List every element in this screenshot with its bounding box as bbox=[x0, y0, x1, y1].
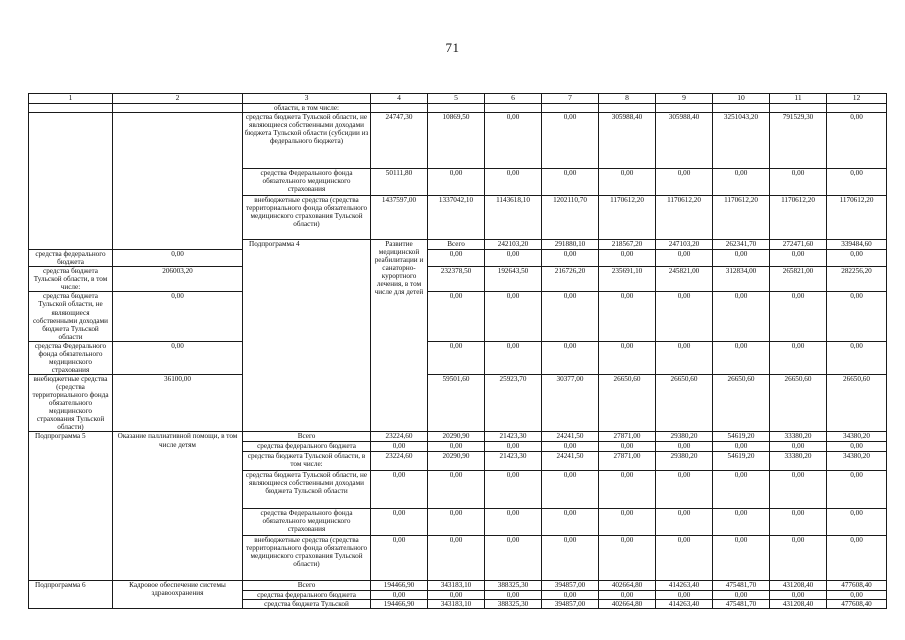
column-header-11: 11 bbox=[770, 94, 827, 104]
value-cell-col-6: 0,00 bbox=[485, 535, 542, 580]
value-cell-col-12: 34380,20 bbox=[827, 451, 887, 470]
funding-source-cell: внебюджетные средства (средства территориального фонда обязательного медицинского страхования Тульской области) bbox=[243, 196, 371, 240]
continuation-cell-1 bbox=[29, 104, 113, 113]
value-cell-col-8: 0,00 bbox=[599, 535, 656, 580]
value-cell-col-11: 0,00 bbox=[770, 169, 827, 196]
value-cell-col-4: 0,00 bbox=[113, 292, 243, 341]
value-cell-col-10: 475481,70 bbox=[713, 580, 770, 590]
value-cell-col-6: 0,00 bbox=[485, 169, 542, 196]
value-cell-col-5: 291880,10 bbox=[542, 240, 599, 250]
budget-table-sheet bbox=[28, 93, 886, 609]
value-cell-col-4: 0,00 bbox=[371, 442, 428, 451]
value-cell-col-8: 0,00 bbox=[599, 508, 656, 535]
value-cell-col-9: 0,00 bbox=[656, 250, 713, 267]
value-cell-col-4: 242103,20 bbox=[485, 240, 542, 250]
value-cell-col-12: 0,00 bbox=[827, 590, 887, 599]
value-cell-col-7: 24241,50 bbox=[542, 451, 599, 470]
value-cell-col-8: 262341,70 bbox=[713, 240, 770, 250]
value-cell-col-11: 0,00 bbox=[770, 470, 827, 508]
funding-source-cell: средства бюджета Тульской области, не являющиеся собственными доходами бюджета Тульской области (субсидии из федерального бюджета) bbox=[243, 113, 371, 169]
value-cell-col-4: 0,00 bbox=[371, 590, 428, 599]
value-cell-col-5: 20290,90 bbox=[428, 432, 485, 442]
value-cell-col-6: 0,00 bbox=[485, 442, 542, 451]
table-row bbox=[29, 580, 887, 590]
value-cell-col-5 bbox=[428, 104, 485, 113]
value-cell-col-7: 0,00 bbox=[542, 113, 599, 169]
funding-source-cell: области, в том числе: bbox=[243, 104, 371, 113]
value-cell-col-12: 26650,60 bbox=[827, 375, 887, 432]
value-cell-col-5: 0,00 bbox=[428, 169, 485, 196]
column-header-2: 2 bbox=[113, 94, 243, 104]
value-cell-col-4: 23224,60 bbox=[371, 451, 428, 470]
value-cell-col-9: 0,00 bbox=[656, 535, 713, 580]
value-cell-col-6: 0,00 bbox=[485, 508, 542, 535]
subprogram-name-cell: Кадровое обеспечение системы здравоохранения bbox=[113, 580, 243, 608]
value-cell-col-6: 192643,50 bbox=[485, 267, 542, 292]
value-cell-col-9: 0,00 bbox=[656, 470, 713, 508]
value-cell-col-11 bbox=[770, 104, 827, 113]
value-cell-col-9 bbox=[656, 104, 713, 113]
value-cell-col-4: 206003,20 bbox=[113, 267, 243, 292]
value-cell-col-5: 0,00 bbox=[428, 535, 485, 580]
value-cell-col-5: 0,00 bbox=[428, 292, 485, 341]
value-cell-col-4: 0,00 bbox=[113, 341, 243, 374]
value-cell-col-12: 0,00 bbox=[827, 442, 887, 451]
subprogram-name-cell bbox=[113, 113, 243, 250]
value-cell-col-4: 1437597,00 bbox=[371, 196, 428, 240]
value-cell-col-12: 1170612,20 bbox=[827, 196, 887, 240]
subprogram-cell: Подпрограмма 4 bbox=[243, 240, 371, 432]
value-cell-col-6: 21423,30 bbox=[485, 451, 542, 470]
value-cell-col-7: 1202110,70 bbox=[542, 196, 599, 240]
value-cell-col-10 bbox=[713, 104, 770, 113]
value-cell-col-6: 0,00 bbox=[485, 113, 542, 169]
value-cell-col-11: 0,00 bbox=[770, 535, 827, 580]
table-row bbox=[29, 375, 887, 432]
value-cell-col-9: 1170612,20 bbox=[656, 196, 713, 240]
funding-source-cell: средства Федерального фонда обязательного медицинского страхования bbox=[243, 508, 371, 535]
value-cell-col-6: 388325,30 bbox=[485, 599, 542, 608]
value-cell-col-8: 27871,00 bbox=[599, 451, 656, 470]
value-cell-col-5: 0,00 bbox=[428, 341, 485, 374]
value-cell-col-10: 339484,60 bbox=[827, 240, 887, 250]
funding-source-cell: средства федерального бюджета bbox=[29, 250, 113, 267]
value-cell-col-12: 477608,40 bbox=[827, 599, 887, 608]
value-cell-col-10: 475481,70 bbox=[713, 599, 770, 608]
value-cell-col-4: 0,00 bbox=[371, 535, 428, 580]
value-cell-col-10: 1170612,20 bbox=[713, 196, 770, 240]
value-cell-col-4: 0,00 bbox=[113, 250, 243, 267]
funding-source-cell: Всего bbox=[243, 580, 371, 590]
value-cell-col-8: 235691,10 bbox=[599, 267, 656, 292]
subprogram-cell bbox=[29, 113, 113, 250]
value-cell-col-10: 54619,20 bbox=[713, 451, 770, 470]
subprogram-name-cell: Оказание паллиативной помощи, в том числе детям bbox=[113, 432, 243, 580]
value-cell-col-8: 0,00 bbox=[599, 341, 656, 374]
value-cell-col-8: 402664,80 bbox=[599, 599, 656, 608]
funding-source-cell: средства федерального бюджета bbox=[243, 590, 371, 599]
value-cell-col-7: 0,00 bbox=[542, 341, 599, 374]
value-cell-col-10: 0,00 bbox=[713, 442, 770, 451]
value-cell-col-10: 26650,60 bbox=[713, 375, 770, 432]
funding-source-cell: внебюджетные средства (средства территориального фонда обязательного медицинского страхования Тульской области) bbox=[29, 375, 113, 432]
value-cell-col-8 bbox=[599, 104, 656, 113]
value-cell-col-12: 0,00 bbox=[827, 113, 887, 169]
value-cell-col-6: 0,00 bbox=[485, 250, 542, 267]
value-cell-col-8: 26650,60 bbox=[599, 375, 656, 432]
value-cell-col-4: 0,00 bbox=[371, 508, 428, 535]
value-cell-col-9: 0,00 bbox=[656, 442, 713, 451]
value-cell-col-7 bbox=[542, 104, 599, 113]
value-cell-col-6: 218567,20 bbox=[599, 240, 656, 250]
value-cell-col-8: 0,00 bbox=[599, 292, 656, 341]
value-cell-col-5: 0,00 bbox=[428, 508, 485, 535]
value-cell-col-4: 36100,00 bbox=[113, 375, 243, 432]
value-cell-col-11: 33380,20 bbox=[770, 432, 827, 442]
value-cell-col-6 bbox=[485, 104, 542, 113]
value-cell-col-7: 0,00 bbox=[542, 292, 599, 341]
funding-source-cell: Всего bbox=[428, 240, 485, 250]
value-cell-col-4: 0,00 bbox=[371, 470, 428, 508]
value-cell-col-12: 0,00 bbox=[827, 169, 887, 196]
table-row bbox=[29, 267, 887, 292]
table-row bbox=[29, 341, 887, 374]
value-cell-col-5: 10869,50 bbox=[428, 113, 485, 169]
column-header-7: 7 bbox=[542, 94, 599, 104]
value-cell-col-8: 0,00 bbox=[599, 250, 656, 267]
value-cell-col-9: 0,00 bbox=[656, 169, 713, 196]
value-cell-col-8: 0,00 bbox=[599, 169, 656, 196]
value-cell-col-7: 24241,50 bbox=[542, 432, 599, 442]
table-row bbox=[29, 104, 887, 113]
continuation-cell-2 bbox=[113, 104, 243, 113]
value-cell-col-9: 26650,60 bbox=[656, 375, 713, 432]
value-cell-col-7: 0,00 bbox=[542, 470, 599, 508]
value-cell-col-5: 0,00 bbox=[428, 250, 485, 267]
column-header-5: 5 bbox=[428, 94, 485, 104]
value-cell-col-7: 0,00 bbox=[542, 508, 599, 535]
value-cell-col-9: 245821,00 bbox=[656, 267, 713, 292]
value-cell-col-7: 247103,20 bbox=[656, 240, 713, 250]
value-cell-col-10: 0,00 bbox=[713, 470, 770, 508]
value-cell-col-12: 0,00 bbox=[827, 292, 887, 341]
value-cell-col-5: 232378,50 bbox=[428, 267, 485, 292]
value-cell-col-8: 1170612,20 bbox=[599, 196, 656, 240]
value-cell-col-12: 0,00 bbox=[827, 250, 887, 267]
subprogram-cell: Подпрограмма 5 bbox=[29, 432, 113, 580]
value-cell-col-10: 3251043,20 bbox=[713, 113, 770, 169]
value-cell-col-7: 0,00 bbox=[542, 442, 599, 451]
value-cell-col-9: 305988,40 bbox=[656, 113, 713, 169]
value-cell-col-4: 24747,30 bbox=[371, 113, 428, 169]
funding-source-cell: Всего bbox=[243, 432, 371, 442]
table-row bbox=[29, 432, 887, 442]
value-cell-col-8: 0,00 bbox=[599, 470, 656, 508]
column-header-3: 3 bbox=[243, 94, 371, 104]
value-cell-col-6: 0,00 bbox=[485, 341, 542, 374]
value-cell-col-9: 29380,20 bbox=[656, 451, 713, 470]
value-cell-col-10: 0,00 bbox=[713, 590, 770, 599]
table-row bbox=[29, 113, 887, 169]
value-cell-col-11: 0,00 bbox=[770, 590, 827, 599]
header-row bbox=[29, 94, 887, 104]
value-cell-col-7: 0,00 bbox=[542, 535, 599, 580]
funding-source-cell: средства федерального бюджета bbox=[243, 442, 371, 451]
subprogram-cell: Подпрограмма 6 bbox=[29, 580, 113, 608]
value-cell-col-11: 431208,40 bbox=[770, 599, 827, 608]
value-cell-col-9: 0,00 bbox=[656, 341, 713, 374]
value-cell-col-5: 59501,60 bbox=[428, 375, 485, 432]
value-cell-col-12: 0,00 bbox=[827, 508, 887, 535]
value-cell-col-10: 0,00 bbox=[713, 292, 770, 341]
value-cell-col-6: 21423,30 bbox=[485, 432, 542, 442]
column-header-10: 10 bbox=[713, 94, 770, 104]
value-cell-col-11: 0,00 bbox=[770, 341, 827, 374]
value-cell-col-9: 414263,40 bbox=[656, 580, 713, 590]
value-cell-col-6: 1143618,10 bbox=[485, 196, 542, 240]
value-cell-col-5: 0,00 bbox=[428, 590, 485, 599]
table-row bbox=[29, 292, 887, 341]
value-cell-col-6: 25923,70 bbox=[485, 375, 542, 432]
value-cell-col-11: 0,00 bbox=[770, 250, 827, 267]
funding-source-cell: средства бюджета Тульской области, не являющиеся собственными доходами бюджета Тульской области bbox=[243, 470, 371, 508]
value-cell-col-10: 0,00 bbox=[713, 250, 770, 267]
funding-source-cell: средства бюджета Тульской области, в том числе: bbox=[29, 267, 113, 292]
value-cell-col-11: 791529,30 bbox=[770, 113, 827, 169]
value-cell-col-10: 0,00 bbox=[713, 508, 770, 535]
value-cell-col-9: 0,00 bbox=[656, 292, 713, 341]
value-cell-col-11: 0,00 bbox=[770, 292, 827, 341]
table-row bbox=[29, 250, 887, 267]
value-cell-col-5: 20290,90 bbox=[428, 451, 485, 470]
value-cell-col-6: 0,00 bbox=[485, 292, 542, 341]
column-header-8: 8 bbox=[599, 94, 656, 104]
value-cell-col-11: 33380,20 bbox=[770, 451, 827, 470]
value-cell-col-7: 216726,20 bbox=[542, 267, 599, 292]
value-cell-col-7: 30377,00 bbox=[542, 375, 599, 432]
value-cell-col-10: 0,00 bbox=[713, 341, 770, 374]
value-cell-col-8: 0,00 bbox=[599, 590, 656, 599]
value-cell-col-12: 477608,40 bbox=[827, 580, 887, 590]
funding-source-cell: средства Федерального фонда обязательного медицинского страхования bbox=[243, 169, 371, 196]
value-cell-col-10: 312834,00 bbox=[713, 267, 770, 292]
value-cell-col-12: 0,00 bbox=[827, 470, 887, 508]
funding-source-cell: средства бюджета Тульской bbox=[243, 599, 371, 608]
column-header-4: 4 bbox=[371, 94, 428, 104]
value-cell-col-12: 0,00 bbox=[827, 535, 887, 580]
value-cell-col-8: 305988,40 bbox=[599, 113, 656, 169]
value-cell-col-9: 272471,60 bbox=[770, 240, 827, 250]
column-header-6: 6 bbox=[485, 94, 542, 104]
value-cell-col-8: 0,00 bbox=[599, 442, 656, 451]
value-cell-col-9: 414263,40 bbox=[656, 599, 713, 608]
value-cell-col-11: 26650,60 bbox=[770, 375, 827, 432]
value-cell-col-11: 0,00 bbox=[770, 442, 827, 451]
value-cell-col-8: 27871,00 bbox=[599, 432, 656, 442]
value-cell-col-6: 388325,30 bbox=[485, 580, 542, 590]
value-cell-col-10: 54619,20 bbox=[713, 432, 770, 442]
column-header-1: 1 bbox=[29, 94, 113, 104]
value-cell-col-11: 265821,00 bbox=[770, 267, 827, 292]
value-cell-col-6: 0,00 bbox=[485, 470, 542, 508]
subprogram-name-cell: Развитие медицинской реабилитации и санаторно-курортного лечения, в том числе для детей bbox=[371, 240, 428, 432]
funding-source-cell: средства бюджета Тульской области, не являющиеся собственными доходами бюджета Тульской области bbox=[29, 292, 113, 341]
value-cell-col-9: 29380,20 bbox=[656, 432, 713, 442]
value-cell-col-5: 0,00 bbox=[428, 442, 485, 451]
funding-source-cell: средства бюджета Тульской области, в том числе: bbox=[243, 451, 371, 470]
value-cell-col-4 bbox=[371, 104, 428, 113]
value-cell-col-12: 34380,20 bbox=[827, 432, 887, 442]
value-cell-col-8: 402664,80 bbox=[599, 580, 656, 590]
budget-table bbox=[28, 93, 887, 609]
value-cell-col-5: 343183,10 bbox=[428, 580, 485, 590]
value-cell-col-4: 23224,60 bbox=[371, 432, 428, 442]
value-cell-col-10: 0,00 bbox=[713, 535, 770, 580]
value-cell-col-9: 0,00 bbox=[656, 508, 713, 535]
funding-source-cell: внебюджетные средства (средства территориального фонда обязательного медицинского страхования Тульской области) bbox=[243, 535, 371, 580]
value-cell-col-7: 394857,00 bbox=[542, 580, 599, 590]
column-header-12: 12 bbox=[827, 94, 887, 104]
value-cell-col-4: 194466,90 bbox=[371, 599, 428, 608]
value-cell-col-9: 0,00 bbox=[656, 590, 713, 599]
value-cell-col-7: 394857,00 bbox=[542, 599, 599, 608]
value-cell-col-11: 1170612,20 bbox=[770, 196, 827, 240]
value-cell-col-5: 0,00 bbox=[428, 470, 485, 508]
value-cell-col-11: 431208,40 bbox=[770, 580, 827, 590]
value-cell-col-6: 0,00 bbox=[485, 590, 542, 599]
page-number: 71 bbox=[445, 40, 460, 55]
value-cell-col-11: 0,00 bbox=[770, 508, 827, 535]
value-cell-col-5: 1337042,10 bbox=[428, 196, 485, 240]
value-cell-col-5: 343183,10 bbox=[428, 599, 485, 608]
column-header-9: 9 bbox=[656, 94, 713, 104]
value-cell-col-4: 194466,90 bbox=[371, 580, 428, 590]
value-cell-col-7: 0,00 bbox=[542, 250, 599, 267]
value-cell-col-12: 282256,20 bbox=[827, 267, 887, 292]
value-cell-col-4: 50111,80 bbox=[371, 169, 428, 196]
value-cell-col-10: 0,00 bbox=[713, 169, 770, 196]
value-cell-col-12 bbox=[827, 104, 887, 113]
value-cell-col-12: 0,00 bbox=[827, 341, 887, 374]
value-cell-col-7: 0,00 bbox=[542, 590, 599, 599]
value-cell-col-7: 0,00 bbox=[542, 169, 599, 196]
funding-source-cell: средства Федерального фонда обязательного медицинского страхования bbox=[29, 341, 113, 374]
